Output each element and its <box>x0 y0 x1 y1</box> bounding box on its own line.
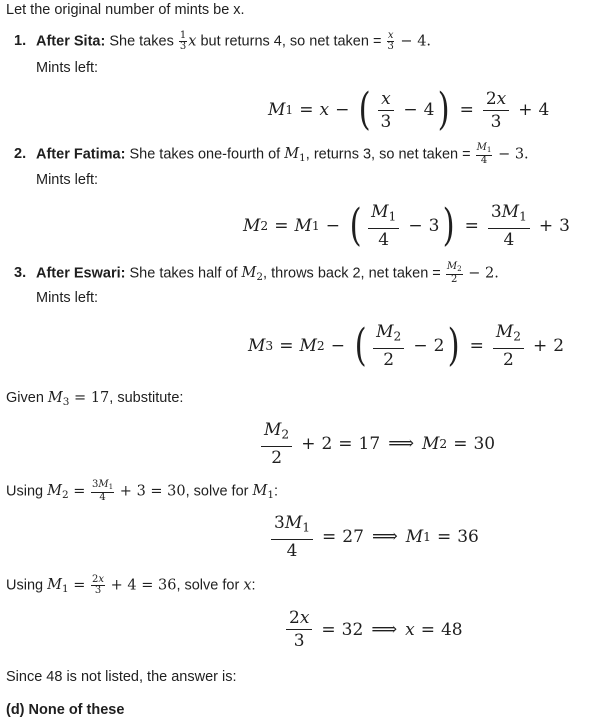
intro-line: Let the original number of mints be x. <box>6 2 245 18</box>
step-title: After Eswari: <box>36 265 126 282</box>
step-1-line: 1. After Sita: She takes $\frac{1}{3}$ x but returns 4, so net taken = $\frac{x}{3}$ − 4. <box>14 30 432 52</box>
step-title: After Fatima: <box>36 146 126 163</box>
given-line: Given $M_3 = 17$, substitute: <box>6 390 184 409</box>
step-3-line: 3. After Eswari: She takes half of $M_2$, throws back 2, net taken = $\frac{M_2}{2}$ − 2. <box>14 261 499 286</box>
equation-solve-m2: $M_2$ 2 + 2 = 17 ⟹ M 2 = 30 <box>258 420 495 468</box>
step-1-mints-left: Mints left: <box>36 60 99 76</box>
step-number: 2. <box>14 146 27 163</box>
step-2-mints-left: Mints left: <box>36 172 99 188</box>
step-number: 3. <box>14 265 27 282</box>
step-title: After Sita: <box>36 33 106 50</box>
final-answer: (d) None of these <box>6 702 125 718</box>
step-3-mints-left: Mints left: <box>36 290 99 306</box>
equation-m1: M 1 = x − ( x 3 − 4 ) = $\frac{2x}{3}$ + 4 <box>268 84 550 135</box>
using-m2-line: Using $M_2$ = $\frac{3M_1}{4}$ + 3 = 30, solve for $M_1$: <box>6 479 279 504</box>
conclusion-line: Since 48 is not listed, the answer is: <box>6 669 237 685</box>
step-2-line: 2. After Fatima: She takes one-fourth of $M_1$, returns 3, so net taken = $\frac{M_1}{4}$ − 3. <box>14 142 529 167</box>
equation-solve-x: $\frac{2x}{3}$ = 32 ⟹ x = 48 <box>283 608 463 651</box>
equation-m3: M 3 = M 2 − ( $M_2$ 2 − 2 ) = $\frac{M_2}{2}$ + 2 <box>248 319 565 371</box>
equation-m2: M 2 = M 1 − ( $M_1$ 4 − 3 ) = $\frac{3M_1}{4}$ + 3 <box>243 199 570 251</box>
equation-solve-m1: $\frac{3M_1}{4}$ = 27 ⟹ M 1 = 36 <box>268 513 479 561</box>
step-number: 1. <box>14 33 27 50</box>
using-m1-line: Using $M_1$ = $\frac{2x}{3}$ + 4 = 36, solve for x: <box>6 574 256 596</box>
answer-line <box>6 700 124 720</box>
